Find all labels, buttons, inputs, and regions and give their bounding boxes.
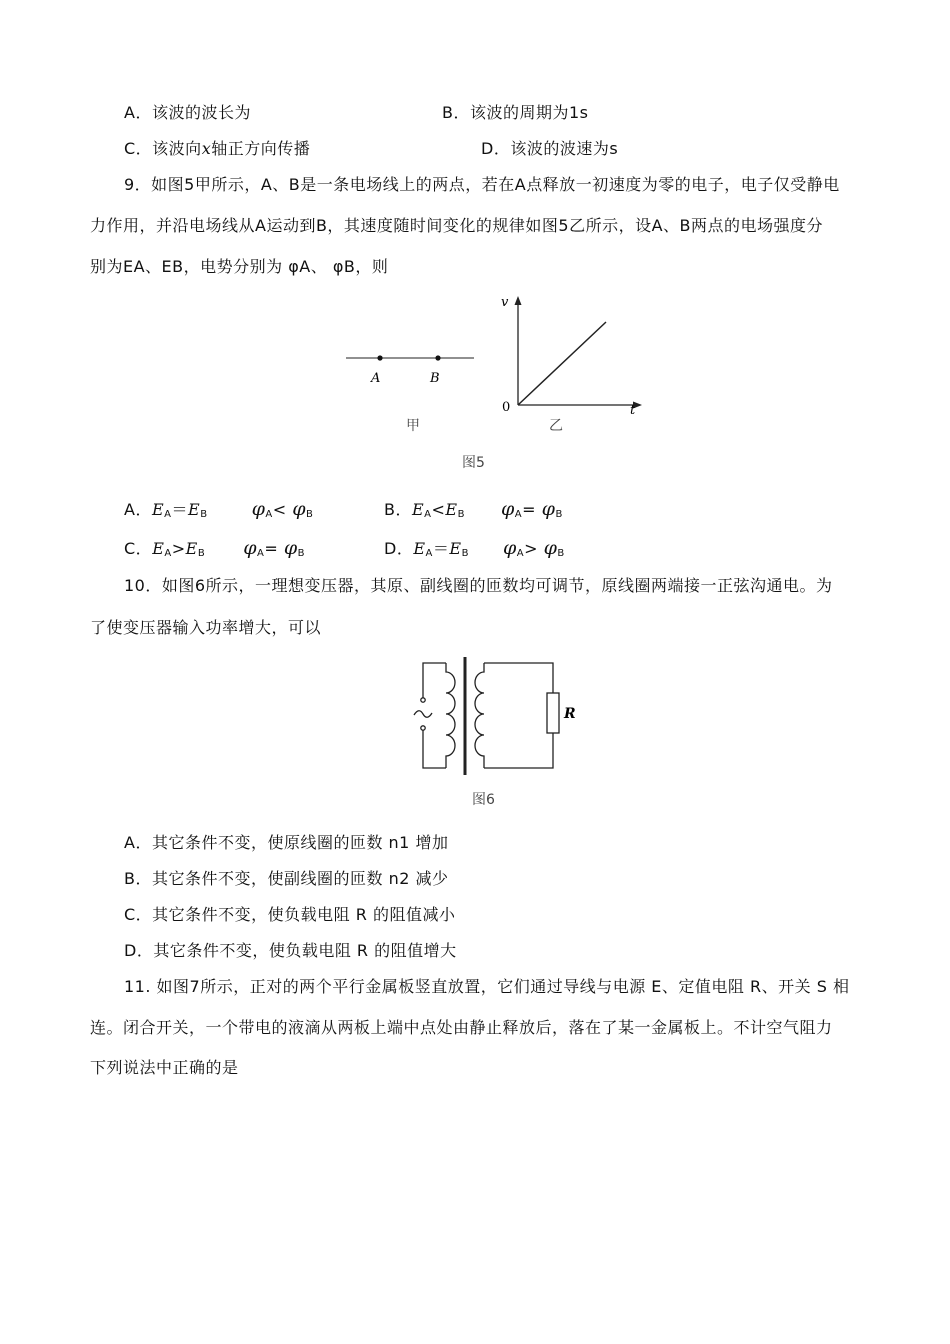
- axis-v-label: v: [501, 295, 509, 310]
- resistor: [547, 693, 559, 733]
- point-b-label: B: [430, 371, 440, 386]
- q10-text-line1: 10．如图6所示，一理想变压器，其原、副线圈的匝数均可调节，原线圈两端接一正弦沟通电。为: [124, 576, 833, 595]
- primary-wire: [423, 663, 446, 768]
- figure-6-transformer: [408, 655, 588, 780]
- secondary-wire: [484, 663, 553, 768]
- primary-coil: [446, 663, 455, 768]
- q10-option-d: D．其它条件不变，使负载电阻 R 的阻值增大: [124, 941, 457, 960]
- origin-label: 0: [502, 400, 511, 415]
- q10-option-a: A．其它条件不变，使原线圈的匝数 n1 增加: [124, 833, 449, 852]
- figure-5-jia: [340, 340, 480, 440]
- point-b-dot: [435, 355, 440, 360]
- q8-option-c: C．该波向x轴正方向传播: [124, 139, 311, 158]
- figure-6-caption: 图6: [472, 792, 495, 808]
- q9-option-c: C．$E_A>E_B$ $\varphi_A= \varphi_B$: [124, 537, 306, 559]
- figure-jia-label: 甲: [406, 418, 420, 434]
- y-axis-arrow: [515, 296, 522, 305]
- q8-option-d: D．该波的波速为s: [481, 139, 619, 158]
- v-t-series-line: [518, 322, 606, 405]
- figure-yi-label: 乙: [549, 418, 563, 434]
- q11-text-line3: 下列说法中正确的是: [90, 1058, 239, 1077]
- q10-option-b: B．其它条件不变，使副线圈的匝数 n2 减少: [124, 869, 449, 888]
- q11-text-line2: 连。闭合开关，一个带电的液滴从两板上端中点处由静止释放后，落在了某一金属板上。不计空气阻力: [90, 1018, 833, 1037]
- ac-source-symbol: [414, 711, 432, 718]
- point-a-label: A: [371, 371, 381, 386]
- q10-option-c: C．其它条件不变，使负载电阻 R 的阻值减小: [124, 905, 456, 924]
- q9-text-line1: 9．如图5甲所示，A、B是一条电场线上的两点，若在A点释放一初速度为零的电子，电子仅受静电: [124, 175, 840, 194]
- q9-text-line3: 别为EA、EB，电势分别为 φA、 φB，则: [90, 257, 389, 276]
- q9-text-line2: 力作用，并沿电场线从A运动到B，其速度随时间变化的规律如图5乙所示，设A、B两点的电场强度分: [90, 216, 824, 235]
- figure-5-yi-chart: [495, 290, 655, 440]
- point-a-dot: [377, 355, 382, 360]
- secondary-coil: [475, 663, 484, 768]
- q9-option-d: D．$E_A=E_B$ $\varphi_A> \varphi_B$: [384, 537, 565, 559]
- q11-text-line1: 11. 如图7所示，正对的两个平行金属板竖直放置，它们通过导线与电源 E、定值电阻 R、开关 S 相: [124, 977, 850, 996]
- q8-option-a: A．该波的波长为: [124, 103, 251, 122]
- axis-t-label: t: [630, 403, 636, 418]
- q8-option-b: B．该波的周期为1s: [442, 103, 589, 122]
- q10-text-line2: 了使变压器输入功率增大，可以: [90, 618, 322, 637]
- resistor-label: R: [564, 706, 576, 722]
- figure-5-caption: 图5: [462, 455, 485, 471]
- q9-option-b: B．$E_A<E_B$ $\varphi_A= \varphi_B$: [384, 498, 563, 520]
- ac-terminal-bottom: [421, 726, 425, 730]
- ac-terminal-top: [421, 698, 425, 702]
- q9-option-a: A．$E_A=E_B$ $\varphi_A< \varphi_B$: [124, 498, 314, 520]
